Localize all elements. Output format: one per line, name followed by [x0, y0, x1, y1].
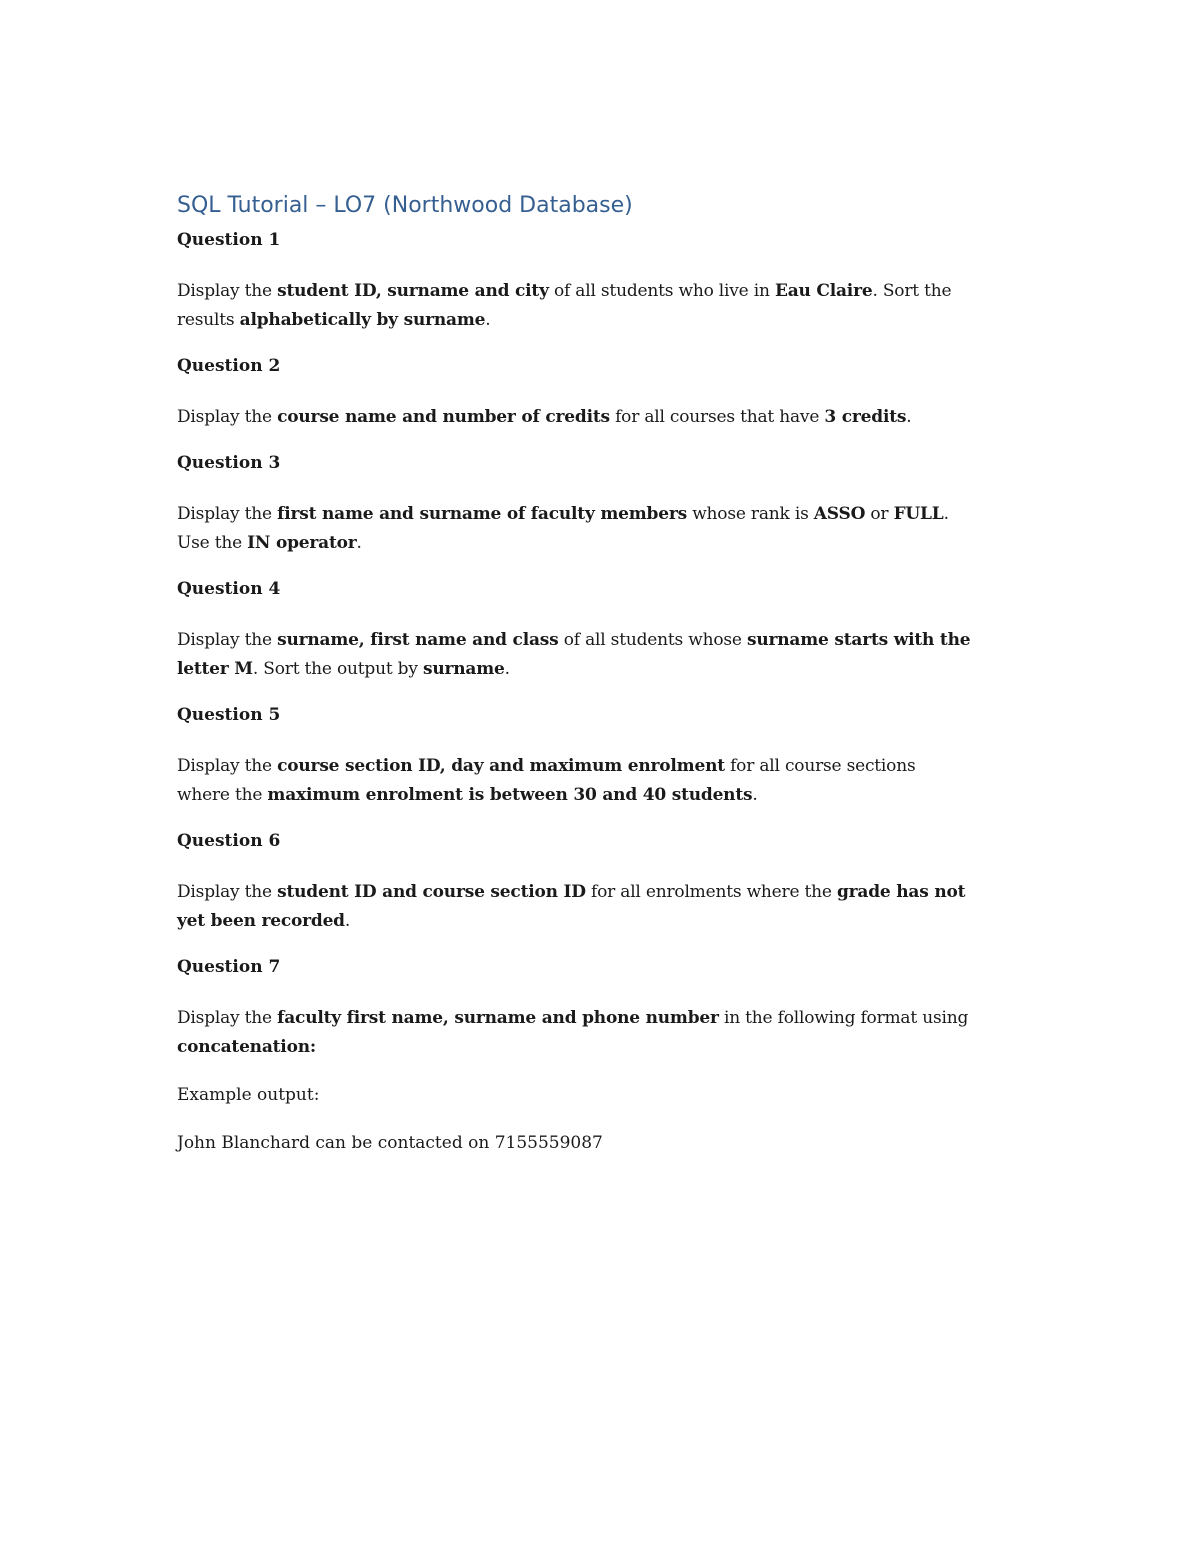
question-emphasis: student ID, surname and city: [277, 281, 549, 301]
question-heading: Question 3: [177, 453, 281, 473]
question-emphasis: IN operator: [247, 533, 357, 553]
document-content: [177, 190, 1037, 1177]
question-text-run: .: [504, 659, 510, 679]
question-text-run: in the following format using: [718, 1008, 969, 1028]
question-text-run: Display the: [177, 756, 278, 776]
example-label: Example output:: [177, 1085, 320, 1105]
question-emphasis: surname starts with the: [746, 630, 971, 650]
question-text-run: for all course sections: [724, 756, 916, 776]
question-text-run: Use the: [177, 533, 248, 553]
question-text-run: Display the: [177, 504, 278, 524]
question-text-run: Display the: [177, 407, 278, 427]
question-text-run: of all students whose: [558, 630, 747, 650]
question-heading: Question 4: [177, 579, 281, 599]
question-emphasis: course section ID, day and maximum enrolment: [277, 756, 725, 776]
question-text-run: Display the: [177, 630, 278, 650]
question-text-run: Display the: [177, 1008, 278, 1028]
question-emphasis: concatenation:: [177, 1037, 316, 1057]
question-emphasis: course name and number of credits: [277, 407, 610, 427]
question-text: [177, 1004, 1037, 1062]
question-text-run: . Sort the output by: [252, 659, 423, 679]
question-text-run: .: [943, 504, 949, 524]
question-text: [177, 403, 1037, 432]
question-emphasis: grade has not: [836, 882, 966, 902]
question-text-run: Display the: [177, 281, 278, 301]
question-text-run: .: [485, 310, 491, 330]
question-emphasis: alphabetically by surname: [239, 310, 486, 330]
question-heading: Question 2: [177, 356, 281, 376]
question-emphasis: student ID and course section ID: [277, 882, 586, 902]
question-emphasis: faculty first name, surname and phone number: [277, 1008, 719, 1028]
question-text-run: . Sort the: [872, 281, 952, 301]
question-text-run: Display the: [177, 882, 278, 902]
question-emphasis: yet been recorded: [177, 911, 345, 931]
question-text-run: or: [865, 504, 894, 524]
question-text: [177, 500, 1037, 558]
question-emphasis: surname, first name and class: [277, 630, 559, 650]
question-heading: Question 5: [177, 705, 281, 725]
question-emphasis: Eau Claire: [774, 281, 873, 301]
question-emphasis: letter M: [177, 659, 253, 679]
question-text-run: results: [177, 310, 240, 330]
example-output: John Blanchard can be contacted on 7155559087: [177, 1133, 603, 1153]
question-text: [177, 277, 1037, 335]
question-text-run: .: [356, 533, 362, 553]
question-text-run: .: [906, 407, 912, 427]
question-emphasis: ASSO: [813, 504, 866, 524]
question-text-run: where the: [177, 785, 268, 805]
question-emphasis: maximum enrolment is between 30 and 40 students: [267, 785, 753, 805]
question-emphasis: first name and surname of faculty members: [277, 504, 687, 524]
question-text: [177, 752, 1037, 810]
question-text-run: for all courses that have: [609, 407, 825, 427]
question-text-run: .: [752, 785, 758, 805]
question-emphasis: FULL: [893, 504, 944, 524]
question-list: [177, 228, 1037, 1062]
question-text-run: of all students who live in: [548, 281, 775, 301]
question-emphasis: surname: [422, 659, 505, 679]
question-heading: Question 7: [177, 957, 281, 977]
question-text-run: whose rank is: [686, 504, 814, 524]
question-heading: Question 6: [177, 831, 281, 851]
question-text-run: .: [344, 911, 351, 931]
document-title: SQL Tutorial – LO7 (Northwood Database): [177, 193, 633, 218]
question-text: [177, 878, 1037, 936]
question-text: [177, 626, 1037, 684]
question-emphasis: 3 credits: [824, 407, 907, 427]
question-heading: Question 1: [177, 230, 281, 250]
question-text-run: for all enrolments where the: [585, 882, 837, 902]
